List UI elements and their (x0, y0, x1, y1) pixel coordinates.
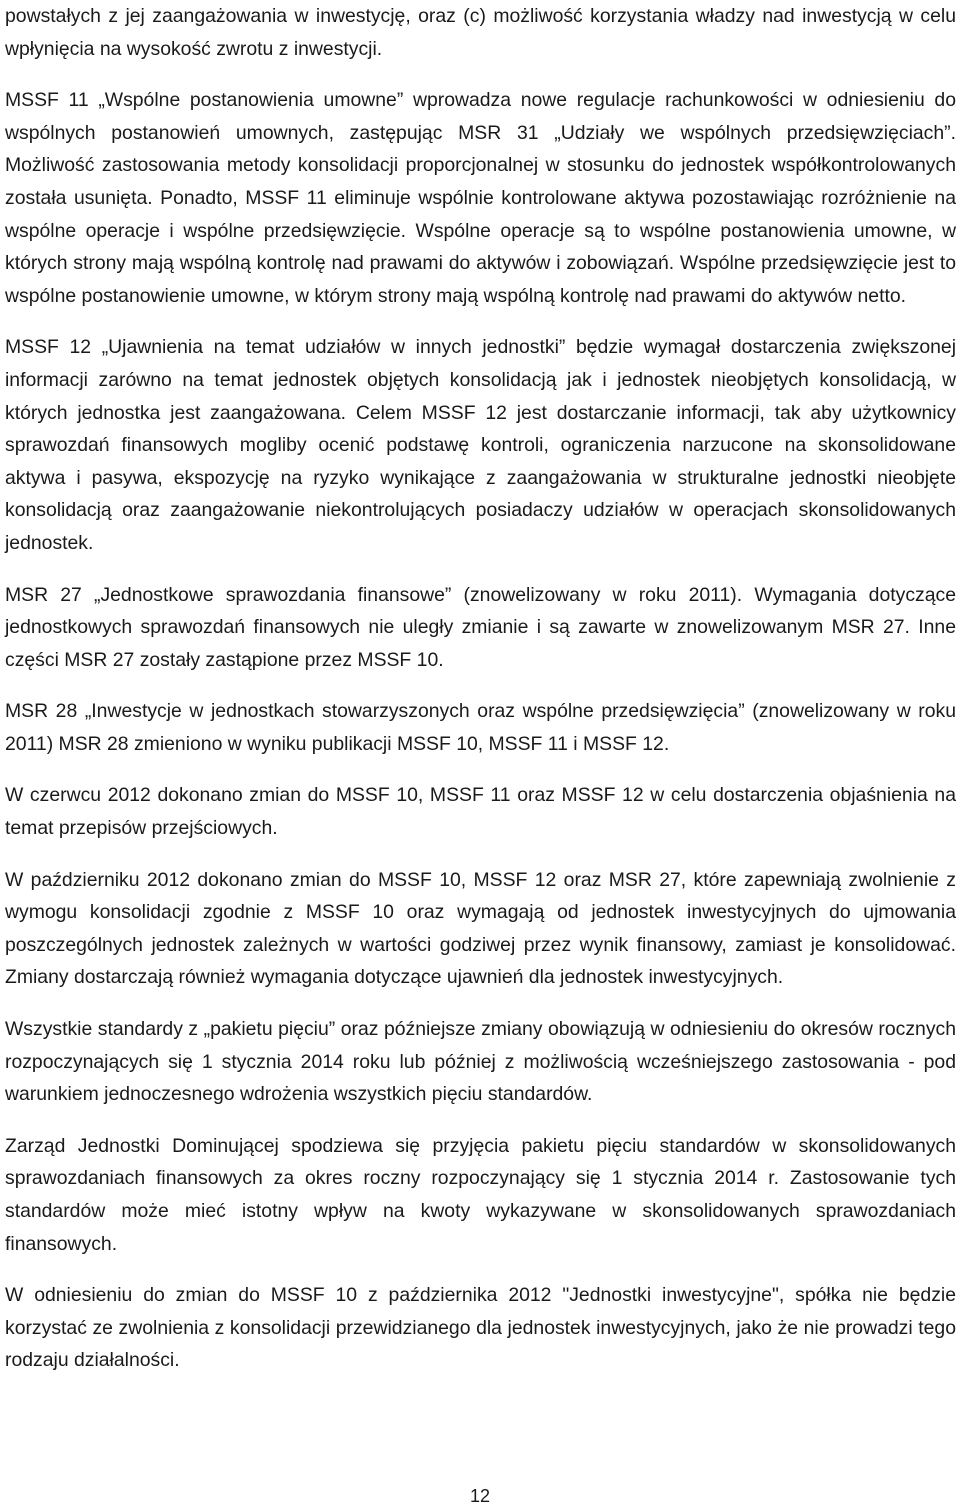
paragraph-msr-27: MSR 27 „Jednostkowe sprawozdania finansowe” (znowelizowany w roku 2011). Wymagania dotyczące jednostkowych sprawozdań finansowych nie uległy zmianie i są zawarte w znowelizowanym MSR 27. Inne części MSR 27 zostały zastąpione przez MSSF 10. (5, 583, 956, 671)
document-body (5, 0, 956, 1377)
paragraph-msr-28: MSR 28 „Inwestycje w jednostkach stowarzyszonych oraz wspólne przedsięwzięcia” (znowelizowany w roku 2011) MSR 28 zmieniono w wyniku publikacji MSSF 10, MSSF 11 i MSSF 12. (5, 700, 956, 755)
paragraph-october-2012: W październiku 2012 dokonano zmian do MSSF 10, MSSF 12 oraz MSR 27, które zapewniają zwolnienie z wymogu konsolidacji zgodnie z MSSF 10 oraz wymagają od jednostek inwestycyjnych do ujmowania poszczególnych jednostek zależnych w wartości godziwej przez wynik finansowy, zamiast je konsolidować. Zmiany dostarczają również wymagania dotyczące ujawnień dla jednostek inwestycyjnych. (5, 868, 956, 989)
paragraph-intro-continuation: powstałych z jej zaangażowania w inwestycję, oraz (c) możliwość korzystania władzy nad inwestycją w celu wpłynięcia na wysokość zwrotu z inwestycji. (5, 5, 956, 60)
paragraph-management-expectation: Zarząd Jednostki Dominującej spodziewa się przyjęcia pakietu pięciu standardów w skonsolidowanych sprawozdaniach finansowych za okres roczny rozpoczynający się 1 stycznia 2014 r. Zastosowanie tych standardów może mieć istotny wpływ na kwoty wykazywane w skonsolidowanych sprawozdaniach finansowych. (5, 1134, 956, 1255)
paragraph-five-standards: Wszystkie standardy z „pakietu pięciu” oraz późniejsze zmiany obowiązują w odniesieniu do okresów rocznych rozpoczynających się 1 stycznia 2014 roku lub później z możliwością wcześniejszego zastosowania - pod warunkiem jednoczesnego wdrożenia wszystkich pięciu standardów. (5, 1018, 956, 1106)
paragraph-mssf-11: MSSF 11 „Wspólne postanowienia umowne” wprowadza nowe regulacje rachunkowości w odniesieniu do wspólnych postanowień umownych, zastępując MSR 31 „Udziały we wspólnych przedsięwzięciach”. Możliwość zastosowania metody konsolidacji proporcjonalnej w stosunku do jednostek współkontrolowanych została usunięta. Ponadto, MSSF 11 eliminuje wspólnie kontrolowane aktywa pozostawiając rozróżnienie na wspólne operacje i wspólne przedsięwzięcie. Wspólne operacje są to wspólne postanowienia umowne, w których strony mają wspólną kontrolę nad prawami do aktywów i zobowiązań. Wspólne przedsięwzięcie jest to wspólne postanowienie umowne, w którym strony mają wspólną kontrolę nad prawami do aktywów netto. (5, 89, 956, 307)
paragraph-june-2012: W czerwcu 2012 dokonano zmian do MSSF 10, MSSF 11 oraz MSSF 12 w celu dostarczenia objaśnienia na temat przepisów przejściowych. (5, 784, 956, 840)
paragraph-mssf-12: MSSF 12 „Ujawnienia na temat udziałów w innych jednostki” będzie wymagał dostarczenia zwiększonej informacji zarówno na temat jednostek objętych konsolidacją jak i jednostek nieobjętych konsolidacją, w których jednostka jest zaangażowana. Celem MSSF 12 jest dostarczanie informacji, tak aby użytkownicy sprawozdań finansowych mogliby ocenić podstawę kontroli, ograniczenia narzucone na skonsolidowane aktywa i pasywa, ekspozycję na ryzyko wynikające z zaangażowania w strukturalne jednostki nieobjęte konsolidacją oraz zaangażowanie niekontrolujących posiadaczy udziałów w operacjach skonsolidowanych jednostek. (5, 336, 956, 554)
page-number: 12 (469, 1486, 491, 1506)
paragraph-investment-entities: W odniesieniu do zmian do MSSF 10 z października 2012 "Jednostki inwestycyjne", spółka nie będzie korzystać ze zwolnienia z konsolidacji przewidzianego dla jednostek inwestycyjnych, jako że nie prowadzi tego rodzaju działalności. (5, 1284, 956, 1372)
